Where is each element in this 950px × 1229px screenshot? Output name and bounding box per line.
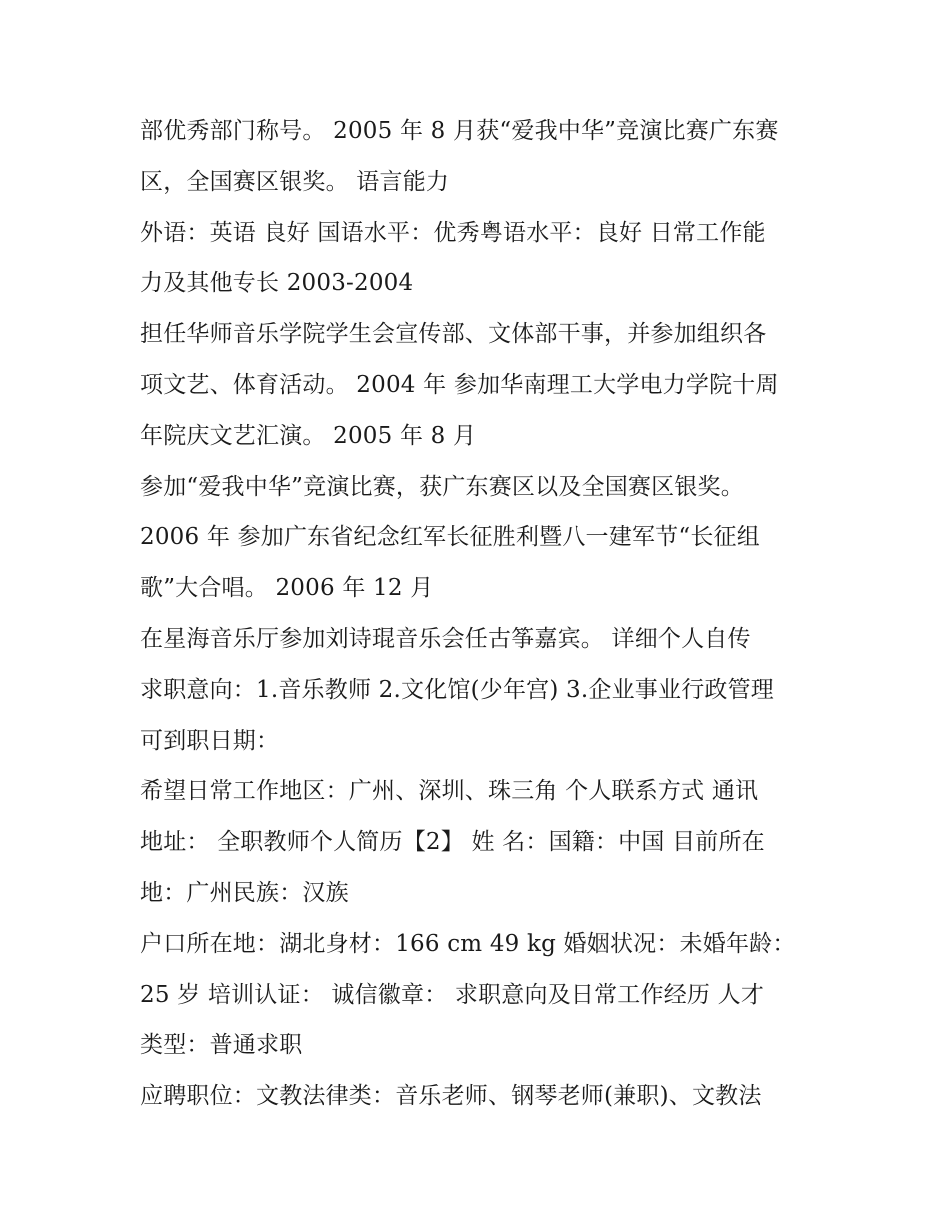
- text-line: 部优秀部门称号。 2005 年 8 月获“爱我中华”竞演比赛广东赛: [140, 118, 779, 144]
- text-line: 担任华师音乐学院学生会宣传部、文体部干事，并参加组织各: [140, 321, 767, 348]
- text-line: 区，全国赛区银奖。 语言能力: [140, 168, 450, 195]
- text-line: 希望日常工作地区：广州、深圳、珠三角 个人联系方式 通讯: [140, 778, 759, 805]
- text-line: 年院庆文艺汇演。 2005 年 8 月: [140, 422, 477, 449]
- text-line: 歌”大合唱。 2006 年 12 月: [140, 575, 434, 602]
- text-line: 类型：普通求职: [140, 1032, 303, 1059]
- text-line: 应聘职位：文教法律类：音乐老师、钢琴老师(兼职)、文教法: [140, 1083, 762, 1110]
- text-line: 地址： 全职教师个人简历【2】 姓 名：国籍：中国 目前所在: [140, 829, 765, 856]
- text-line: 求职意向：1.音乐教师 2.文化馆(少年宫) 3.企业事业行政管理: [140, 676, 775, 703]
- text-line: 可到职日期：: [140, 727, 280, 754]
- text-line: 参加“爱我中华”竞演比赛，获广东赛区以及全国赛区银奖。: [140, 473, 744, 500]
- text-line: 25 岁 培训认证： 诚信徽章： 求职意向及日常工作经历 人才: [140, 981, 765, 1008]
- text-line: 地：广州民族：汉族: [140, 879, 349, 906]
- text-line: 力及其他专长 2003-2004: [140, 270, 414, 297]
- text-line: 2006 年 参加广东省纪念红军长征胜利暨八一建军节“长征组: [140, 524, 760, 551]
- text-line: 户口所在地：湖北身材：166 cm 49 kg 婚姻状况：未婚年龄：: [140, 930, 796, 957]
- resume-text-body: [140, 106, 830, 1122]
- text-line: 在星海音乐厅参加刘诗琨音乐会任古筝嘉宾。 详细个人自传: [140, 625, 751, 652]
- text-line: 外语：英语 良好 国语水平：优秀粤语水平：良好 日常工作能: [140, 219, 766, 246]
- text-line: 项文艺、体育活动。 2004 年 参加华南理工大学电力学院十周: [140, 371, 779, 398]
